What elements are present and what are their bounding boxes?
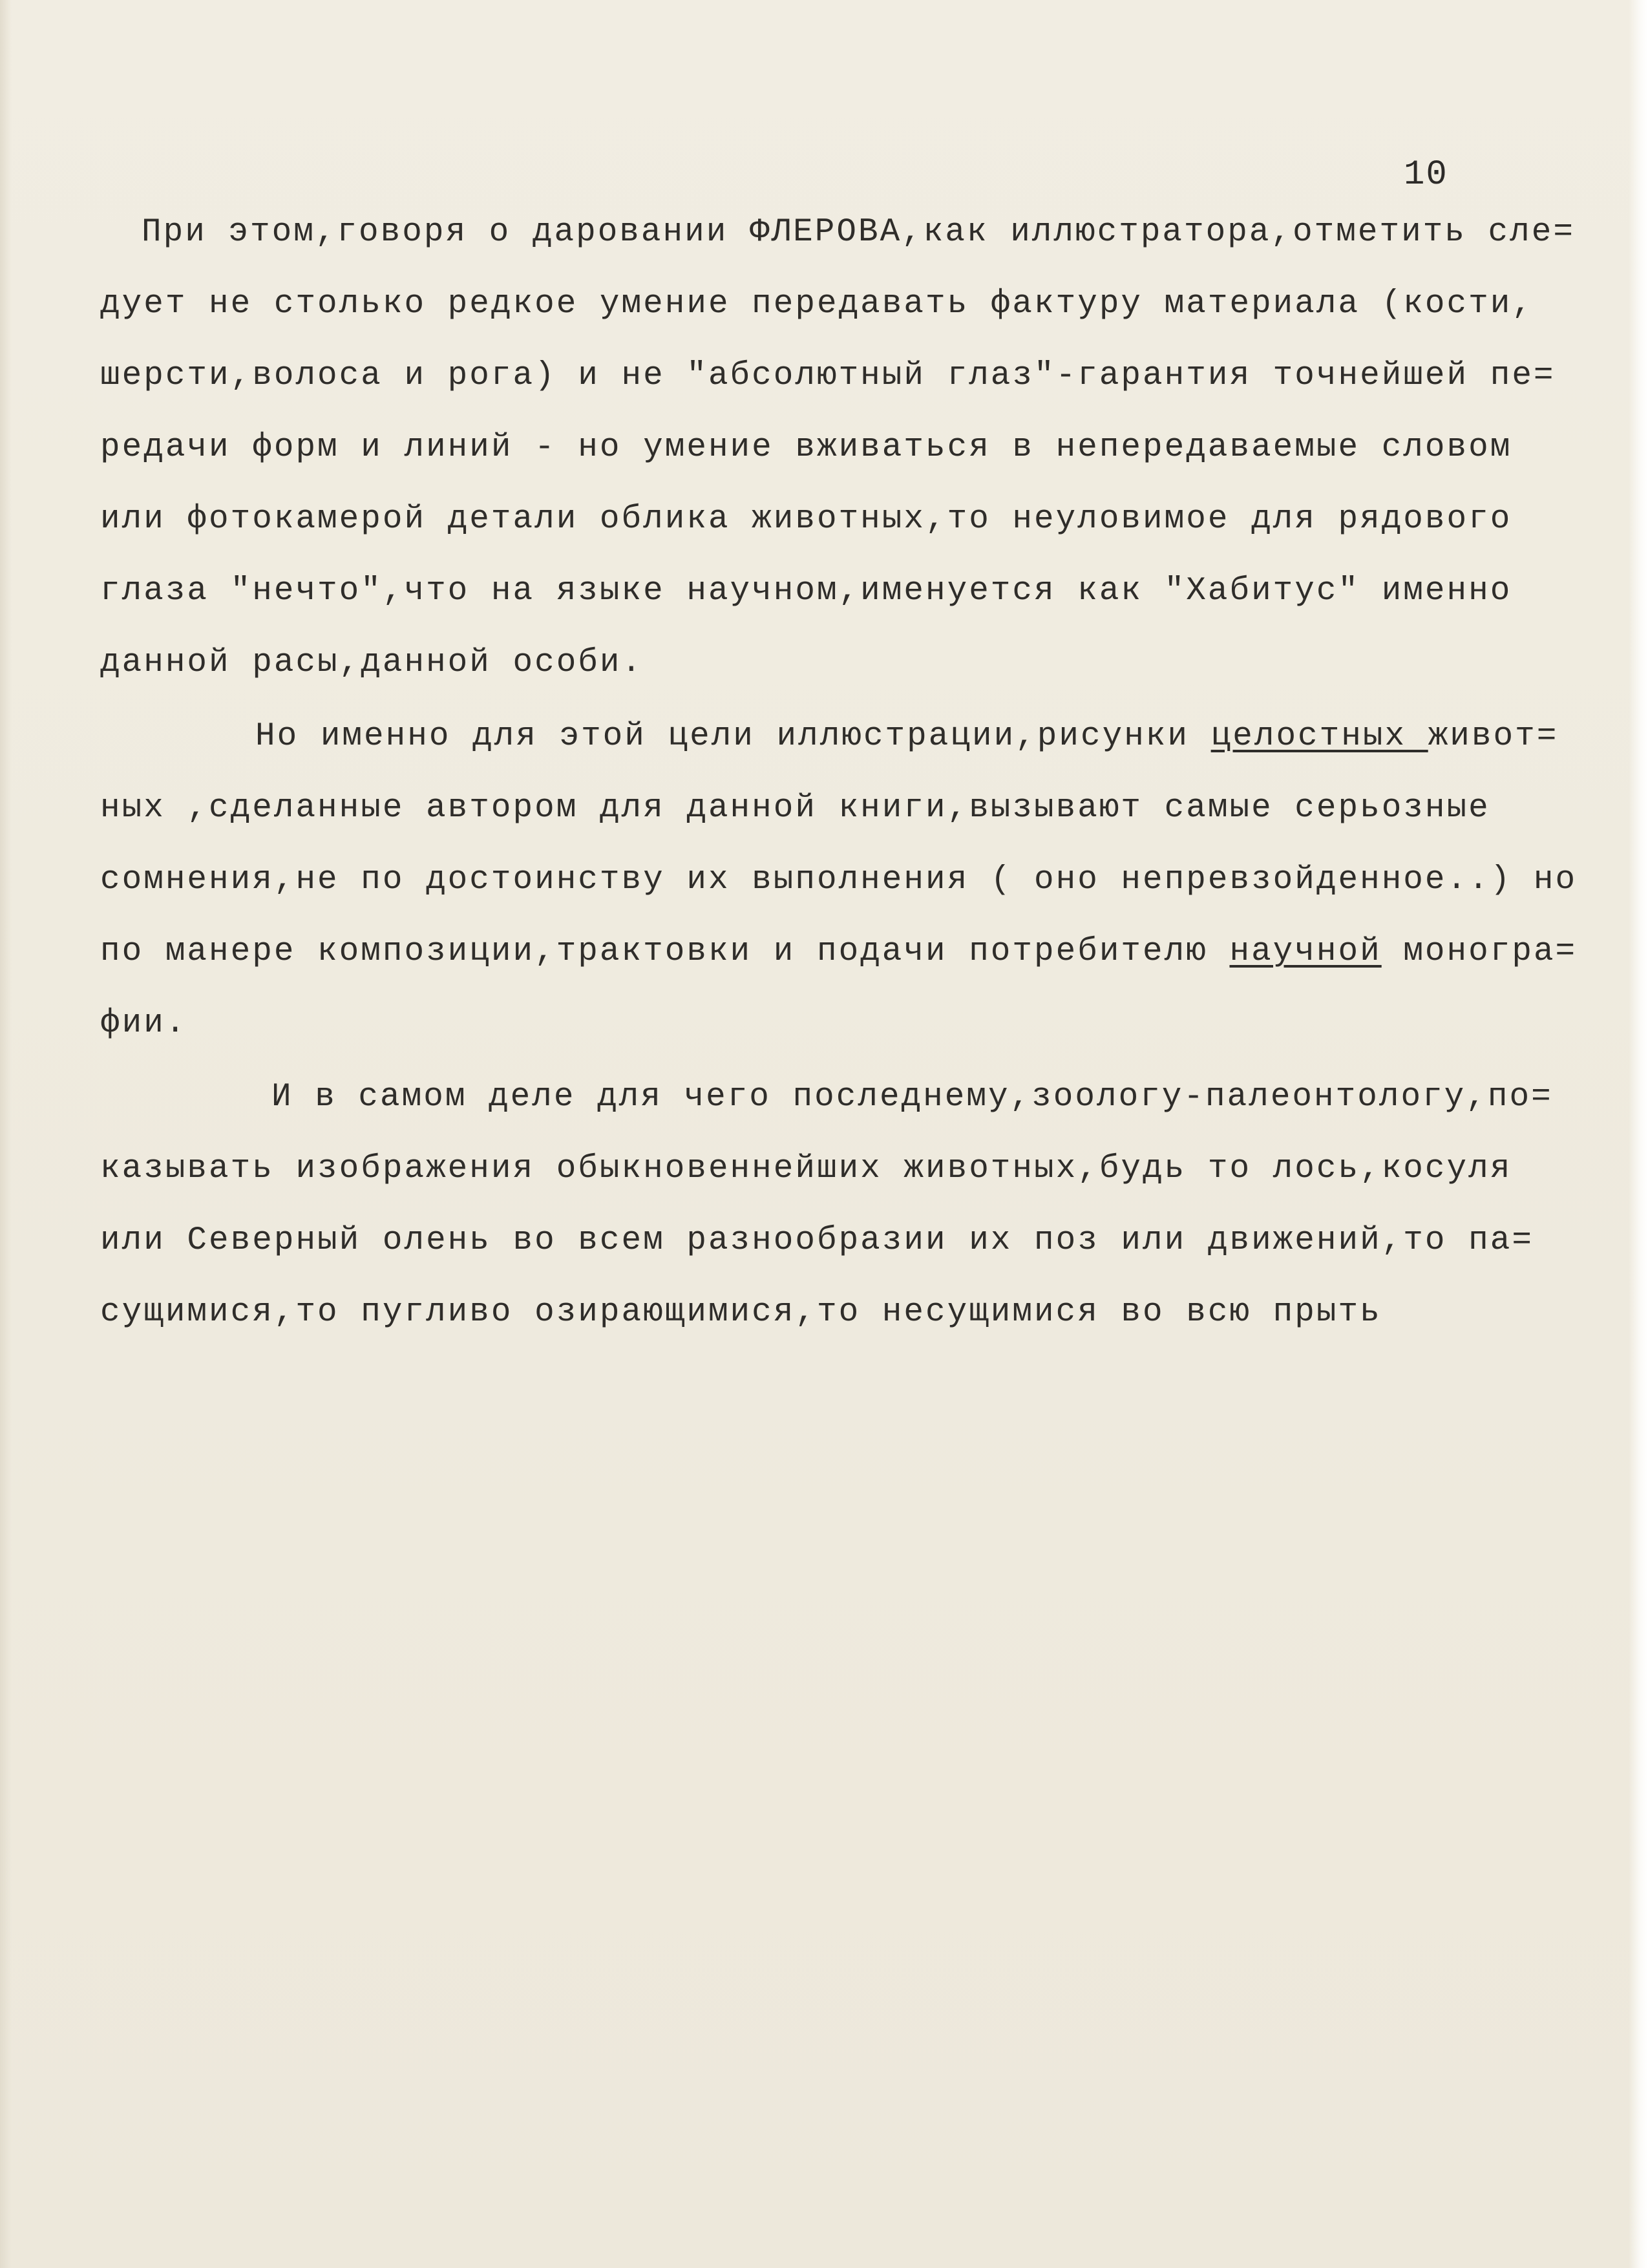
paragraph-2-line-3: сомнения,не по достоинству их выполнения ( оно непревзойденное..) но [100,862,1578,898]
paragraph-3-line-1: И в самом деле для чего последнему,зоологу-палеонтологу,по= [271,1079,1553,1116]
paragraph-1-line-4: редачи форм и линий - но умение вживаться в непередаваемые словом [100,429,1512,466]
paragraph-2-line-1-text-a: Но именно для этой цели иллюстрации,рисунки [255,718,1211,755]
paragraph-2-line-5: фии. [100,1005,187,1042]
paragraph-1-line-6: глаза "нечто",что на языке научном,именуется как "Хабитус" именно [100,573,1512,609]
paragraph-2-line-4 [100,933,1577,971]
paragraph-2-line-4-text-b: моногра= [1381,933,1578,970]
paragraph-2-line-1 [255,717,1558,756]
paragraph-3-line-3: или Северный олень во всем разнообразии их поз или движений,то па= [100,1222,1534,1259]
paragraph-2-line-1-text-b: живот= [1428,718,1559,755]
page-right-edge [1629,0,1648,2268]
paragraph-2-line-2: ных ,сделанные автором для данной книги,вызывают самые серьозные [100,790,1490,827]
paragraph-1-line-7: данной расы,данной особи. [100,644,644,681]
paragraph-2-line-4-text-a: по манере композиции,трактовки и подачи потребителю [100,933,1230,970]
paragraph-3-line-4: сущимися,то пугливо озирающимися,то несущимися во всю прыть [100,1294,1382,1331]
underlined-word-nauchnoy: научной [1229,933,1382,970]
paragraph-3-line-2: казывать изображения обыкновеннейших животных,будь то лось,косуля [100,1150,1512,1187]
page-left-shadow [0,0,12,2268]
paragraph-1-line-2: дует не столько редкое умение передавать фактуру материала (кости, [100,286,1534,323]
paragraph-1-line-5: или фотокамерой детали облика животных,то неуловимое для рядового [100,501,1512,538]
paragraph-1-line-1: При этом,говоря о даровании ФЛЕРОВА,как иллюстратора,отметить сле= [142,214,1575,251]
paragraph-1-line-3: шерсти,волоса и рога) и не "абсолютный глаз"-гарантия точнейшей пе= [100,357,1556,394]
page-number: 10 [1404,155,1448,195]
underlined-word-tselostnykh: целостных [1210,718,1428,755]
